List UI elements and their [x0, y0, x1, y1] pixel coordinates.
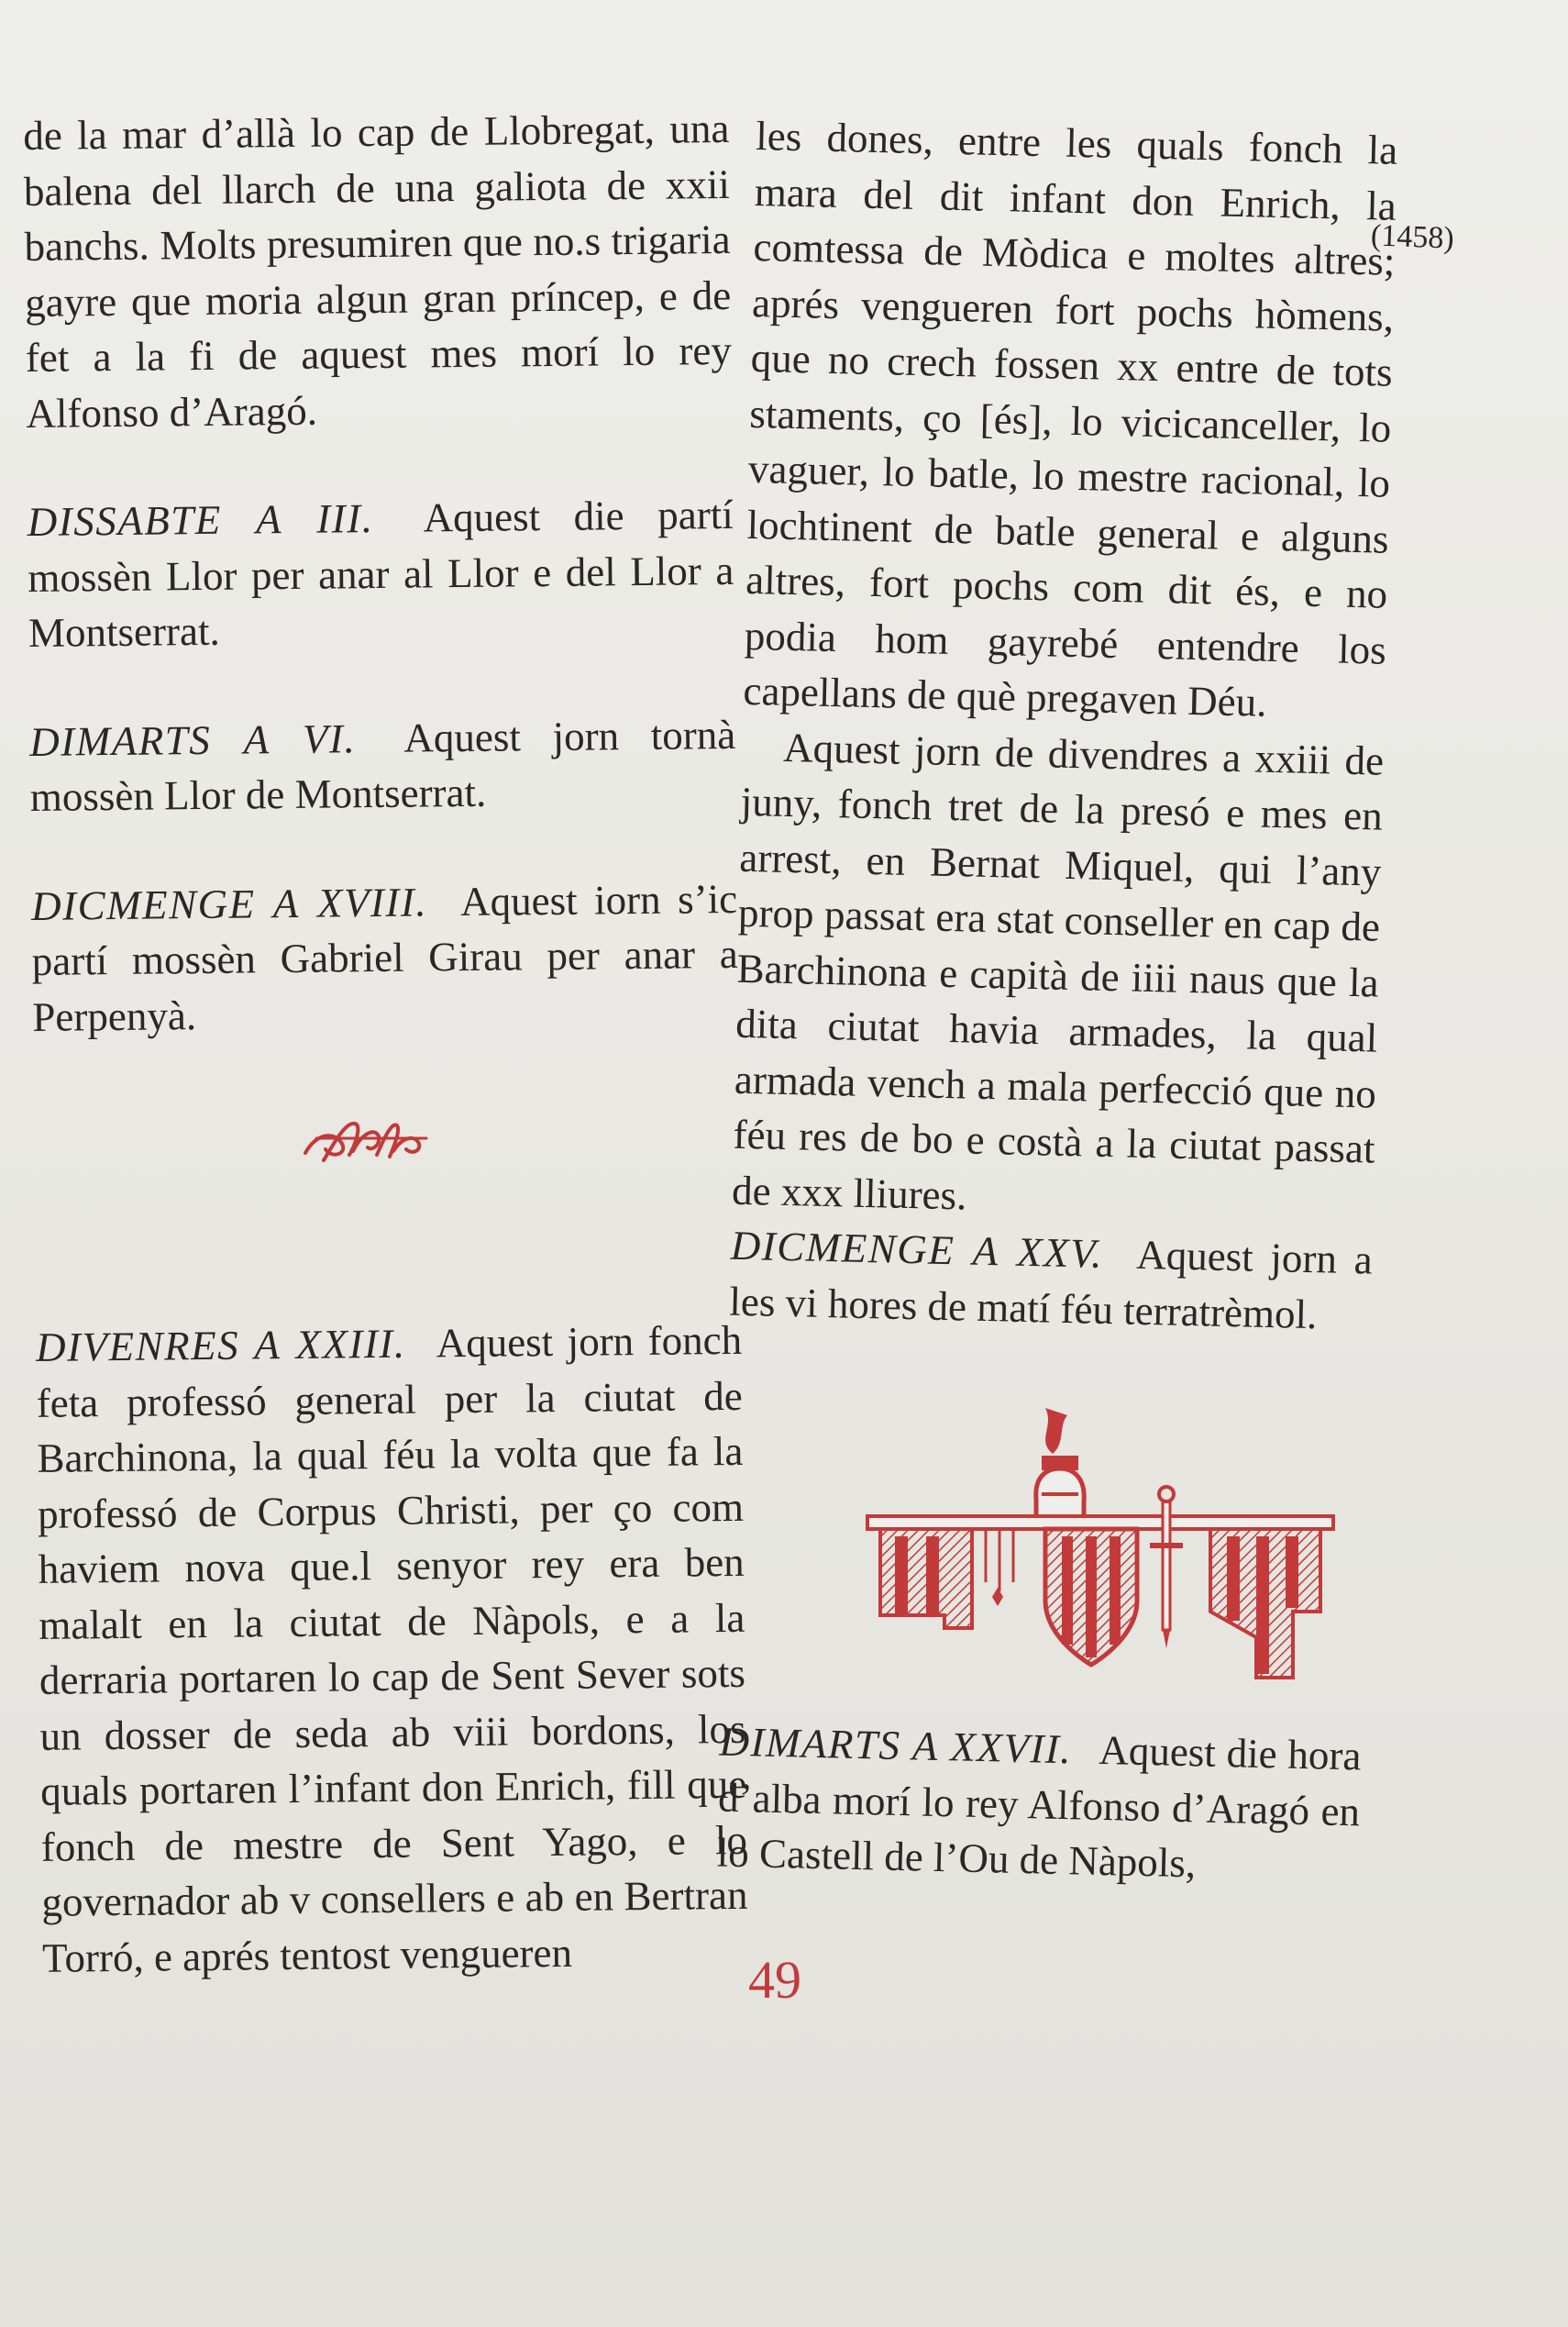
entry-date: DICMENGE A XXV.: [730, 1222, 1104, 1277]
margin-year-note: (1458): [1370, 218, 1455, 256]
entry-dicmenge-xxv: [729, 1218, 1374, 1344]
entry-date: DIVENRES A XXIII.: [35, 1320, 406, 1370]
entry-dicmenge-xviii: [31, 870, 739, 1045]
entry-dimarts-vi: [29, 706, 736, 825]
right-paragraph-bernat-miquel: Aquest jorn de divendres a xxiii de juny, fonch tret de la presó e mes en arrest, en Bernat Miquel, qui l’any prop passat era stat conseller en cap de Barchinona e capità de iiii naus que la dita ciutat havia armades, la qual armada vench a mala perfecció que no féu res de bo e costà a la ciutat passat de xxx lliures.: [731, 724, 1385, 1219]
page-number: 49: [748, 1950, 801, 2010]
entry-divenres-xxiii: [36, 1313, 749, 1986]
entry-date: DISSABTE A III.: [27, 495, 374, 545]
left-opening-text: de la mar d’allà lo cap de Llobregat, una balena del llarch de una galiota de xxii banchs. Molts presumiren que no.s trigaria gayre que moria algun gran príncep, e de fet a la fi de aquest mes morí lo rey Alfonso d’Aragó.: [23, 105, 733, 437]
entry-text: Aquest jorn a les vi hores de matí féu terratrèmol.: [728, 1231, 1374, 1337]
entry-text: Aquest jorn tornà mossèn Llor de Montserrat.: [29, 711, 736, 820]
left-column: [23, 101, 748, 1986]
entry-date: DICMENGE A XVIII.: [30, 878, 428, 929]
entry-text: Aquest jorn fonch feta professó general per la ciutat de Barchinona, la qual féu la volta que fa la professó de Corpus Christi, per ço com haviem nova que.l senyor rey era ben malalt en la ciutat de Nàpols, e a la derraria portaren lo cap de Sent Sever sots un dosser de seda ab viii bordons, los quals portaren l’infant don Enrich, fill que fonch de mestre de Sent Yago, e lo governador ab v consellers e ab en Bertran Torró, e aprés tentost vengueren: [36, 1316, 748, 1981]
entry-dimarts-xxvii: [716, 1714, 1362, 1895]
heraldic-helm-shields-banners-icon: [862, 1399, 1339, 1692]
entry-dissabte: [27, 487, 734, 661]
red-flourish-icon: [298, 1105, 436, 1169]
entry-text: Aquest die partí mossèn Llor per anar al Llor e del Llor a Montserrat.: [28, 491, 734, 656]
entry-date: DIMARTS A XXVII.: [719, 1718, 1073, 1773]
entry-date: DIMARTS A VI.: [28, 715, 357, 765]
right-continuation-text: les dones, entre les quals fonch la mara del dit infant don Enrich, la comtessa de Mòdica e moltes altres; aprés vengueren fort pochs hòmens, que no crech fossen xx entre de tots staments, ço [és], lo vicicanceller, lo vaguer, lo batle, lo mestre racional, lo lochtinent de batle general e alguns altres, fort pochs com dit és, e no podia hom gayrebé entendre los capellans de què pregaven Déu.: [743, 112, 1398, 726]
entry-text: Aquest die hora d’alba morí lo rey Alfonso d’Aragó en lo Castell de l’Ou de Nàpols,: [716, 1726, 1362, 1887]
entry-text: Aquest iorn s’ic partí mossèn Gabriel Girau per anar a Perpenyà.: [31, 875, 738, 1040]
